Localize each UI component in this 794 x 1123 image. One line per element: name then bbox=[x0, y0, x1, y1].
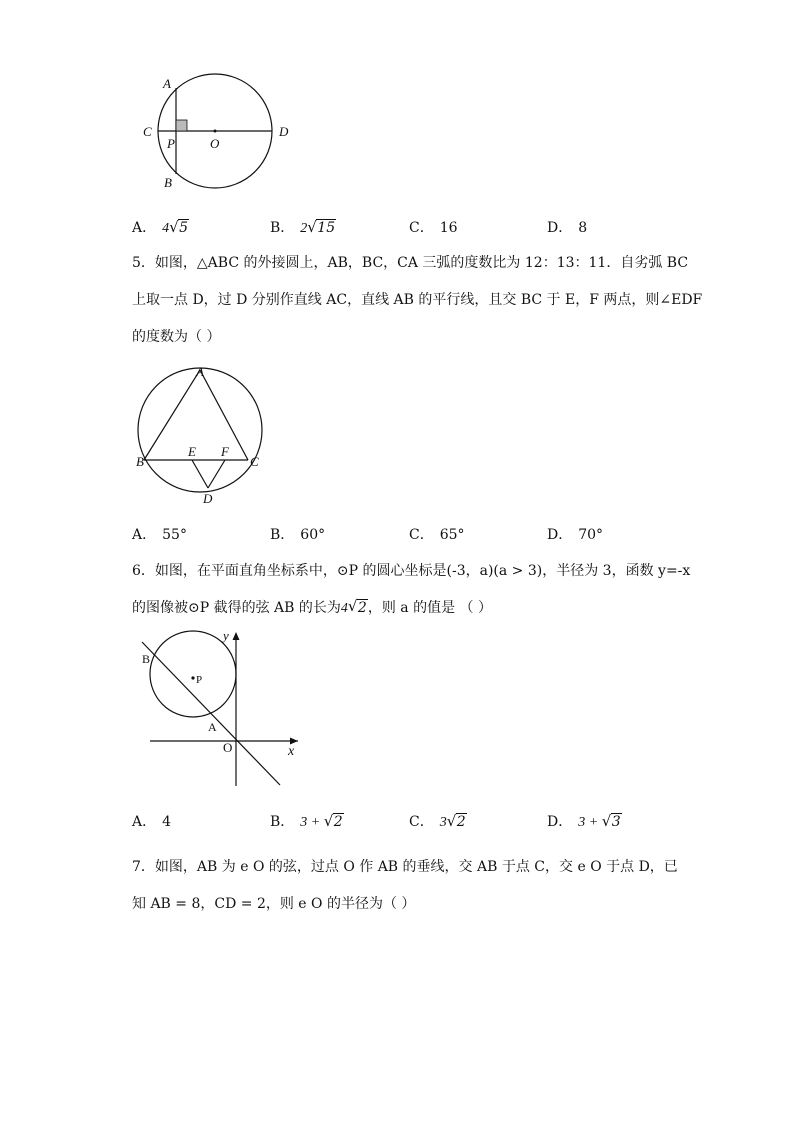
line-y-neg-x bbox=[142, 642, 280, 785]
option-c[interactable]: C． 65° bbox=[409, 527, 465, 543]
label-b: B bbox=[142, 652, 151, 666]
q7-line-1: 7．如图，AB 为 e O 的弦，过点 O 作 AB 的垂线，交 AB 于点 C，交 e O 于点 D，已 bbox=[132, 859, 678, 875]
q6-line-1: 6．如图，在平面直角坐标系中，⊙P 的圆心坐标是(-3，a)(a > 3)，半径为 3，函数 y=-x bbox=[132, 563, 691, 579]
label-c: C bbox=[250, 454, 259, 469]
option-d[interactable]: D． 3 + √ 3 bbox=[547, 812, 621, 830]
label-a: A bbox=[163, 76, 171, 91]
label-p: P bbox=[167, 136, 175, 151]
label-y: y bbox=[223, 628, 229, 643]
label-p: P bbox=[196, 674, 203, 686]
label-o: O bbox=[223, 740, 233, 755]
q5-line-2: 上取一点 D，过 D 分别作直线 AC，直线 AB 的平行线，且交 BC 于 E，F 两点，则∠EDF bbox=[132, 292, 703, 308]
label-d: D bbox=[279, 124, 289, 139]
figure-coordinate-plane bbox=[130, 628, 310, 790]
label-f: F bbox=[221, 444, 229, 459]
option-b[interactable]: B． 3 + √ 2 bbox=[270, 812, 343, 830]
option-c[interactable]: C． 3 √ 2 bbox=[409, 812, 466, 830]
label-a: A bbox=[196, 364, 204, 379]
option-d[interactable]: D． 8 bbox=[547, 220, 588, 236]
y-axis-arrow bbox=[233, 632, 240, 640]
label-a: A bbox=[208, 720, 217, 734]
q5-line-1: 5．如图，△ABC 的外接圆上，AB，BC，CA 三弧的度数比为 12：13：11．自劣弧 BC bbox=[132, 255, 689, 271]
option-a[interactable]: A． 55° bbox=[132, 527, 187, 543]
q7-line-2: 知 AB = 8，CD = 2，则 e O 的半径为（ ） bbox=[132, 896, 416, 912]
option-a[interactable]: A． 4 bbox=[132, 814, 172, 830]
option-d[interactable]: D． 70° bbox=[547, 527, 604, 543]
center-dot bbox=[214, 130, 217, 133]
label-o: O bbox=[210, 136, 220, 151]
label-x: x bbox=[288, 744, 295, 759]
segment-df bbox=[208, 460, 225, 488]
right-angle-mark bbox=[176, 120, 187, 131]
label-c: C bbox=[143, 124, 152, 139]
figure-circle-chord bbox=[135, 66, 305, 196]
q5-line-3: 的度数为（ ） bbox=[132, 329, 221, 345]
option-c[interactable]: C． 16 bbox=[409, 220, 458, 236]
label-e: E bbox=[188, 444, 196, 459]
label-b: B bbox=[164, 175, 172, 190]
option-b[interactable]: B． 60° bbox=[270, 527, 326, 543]
question-6 bbox=[132, 553, 691, 627]
question-7 bbox=[132, 849, 678, 923]
center-p-dot bbox=[191, 676, 194, 679]
segment-de bbox=[192, 460, 208, 488]
q6-line-2: 的图像被⊙P 截得的弦 AB 的长为4 √ 2，则 a 的值是 （ ） bbox=[132, 597, 492, 616]
option-b[interactable]: B． 2 √ 15 bbox=[270, 218, 336, 236]
question-5 bbox=[132, 245, 703, 356]
option-a[interactable]: A． 4 √ 5 bbox=[132, 218, 189, 236]
label-d: D bbox=[203, 491, 213, 506]
figure-inscribed-triangle bbox=[132, 362, 272, 510]
label-b: B bbox=[136, 454, 144, 469]
circle-p bbox=[150, 631, 236, 717]
